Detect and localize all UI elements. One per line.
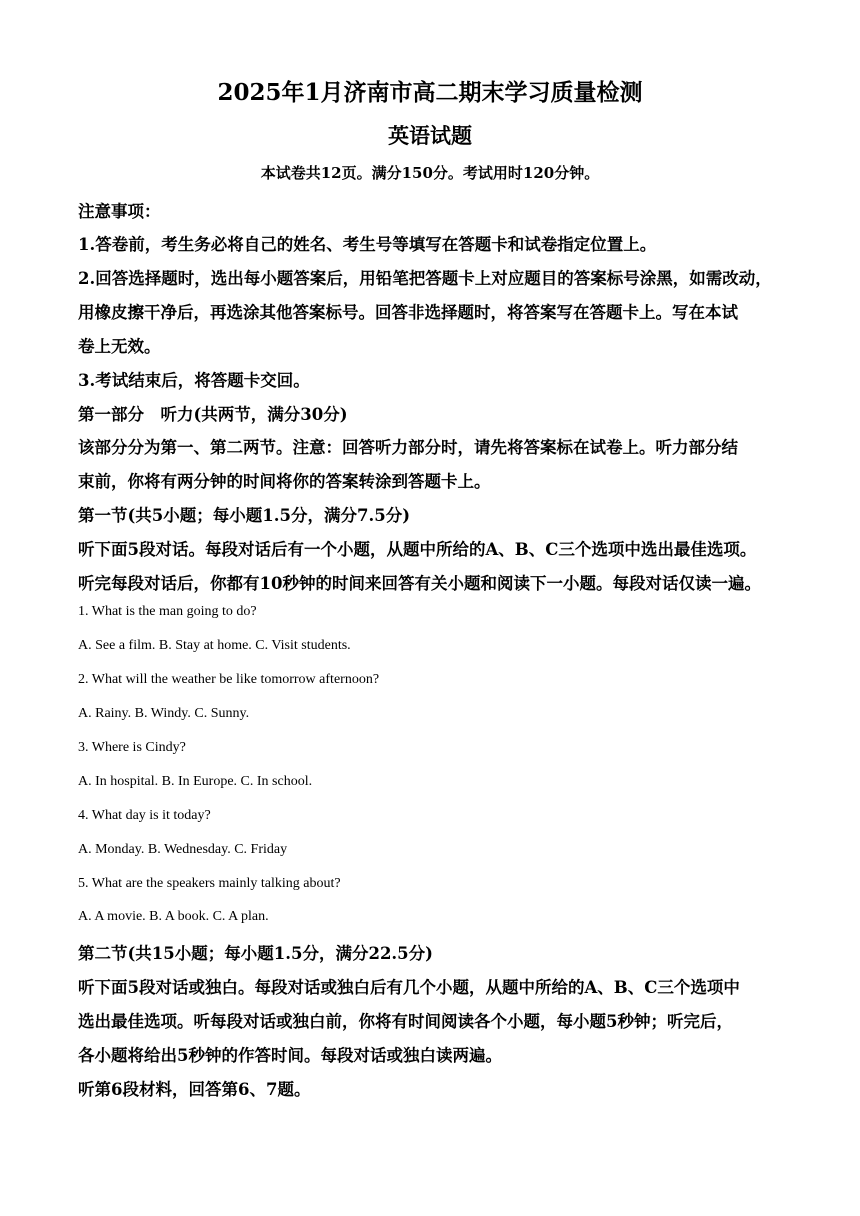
exam-subject: 英语试题 (388, 123, 472, 148)
notes-line: 卷上无效。 (78, 337, 161, 356)
question-4-options: A. Monday. B. Wednesday. C. Friday (78, 842, 288, 857)
question-1: 1. What is the man going to do? (78, 604, 257, 619)
notes-line: 1.答卷前，考生务必将自己的姓名、考生号等填写在答题卡和试卷指定位置上。 (78, 235, 657, 254)
part1-intro: 该部分分为第一、第二两节。注意：回答听力部分时，请先将答案标在试卷上。听力部分结 (78, 438, 738, 457)
section2-instruction: 各小题将给出5秒钟的作答时间。每段对话或独白读两遍。 (78, 1046, 502, 1065)
section1-instruction: 听下面5段对话。每段对话后有一个小题，从题中所给的A、B、C三个选项中选出最佳选项。 (78, 540, 757, 559)
question-1-options: A. See a film. B. Stay at home. C. Visit students. (78, 638, 351, 653)
notes-heading: 注意事项： (78, 202, 161, 221)
question-5-options: A. A movie. B. A book. C. A plan. (78, 909, 269, 924)
question-3: 3. Where is Cindy? (78, 740, 186, 755)
question-5: 5. What are the speakers mainly talking about? (78, 876, 341, 891)
part1-intro: 束前，你将有两分钟的时间将你的答案转涂到答题卡上。 (78, 472, 491, 491)
exam-title: 2025年1月济南市高二期末学习质量检测 (217, 79, 643, 106)
section2-heading: 第二节(共15小题；每小题1.5分，满分22.5分) (78, 944, 433, 963)
exam-info: 本试卷共12页。满分150分。考试用时120分钟。 (260, 164, 600, 182)
notes-line: 3.考试结束后，将答题卡交回。 (78, 371, 310, 390)
question-3-options: A. In hospital. B. In Europe. C. In school. (78, 774, 313, 789)
notes-line: 2.回答选择题时，选出每小题答案后，用铅笔把答题卡上对应题目的答案标号涂黑，如需改动， (78, 269, 772, 288)
section2-material: 听第6段材料，回答第6、7题。 (78, 1080, 311, 1099)
question-4: 4. What day is it today? (78, 808, 211, 823)
question-2: 2. What will the weather be like tomorrow afternoon? (78, 672, 380, 687)
section1-heading: 第一节(共5小题；每小题1.5分，满分7.5分) (78, 506, 411, 525)
notes-line: 用橡皮擦干净后，再选涂其他答案标号。回答非选择题时，将答案写在答题卡上。写在本试 (78, 303, 738, 322)
section1-instruction: 听完每段对话后，你都有10秒钟的时间来回答有关小题和阅读下一小题。每段对话仅读一遍。 (78, 574, 761, 593)
section2-instruction: 选出最佳选项。听每段对话或独白前，你将有时间阅读各个小题，每小题5秒钟；听完后， (78, 1012, 733, 1031)
section2-instruction: 听下面5段对话或独白。每段对话或独白后有几个小题，从题中所给的A、B、C三个选项中 (78, 978, 740, 997)
question-2-options: A. Rainy. B. Windy. C. Sunny. (78, 706, 250, 721)
part1-heading: 第一部分 听力(共两节，满分30分) (78, 405, 348, 424)
